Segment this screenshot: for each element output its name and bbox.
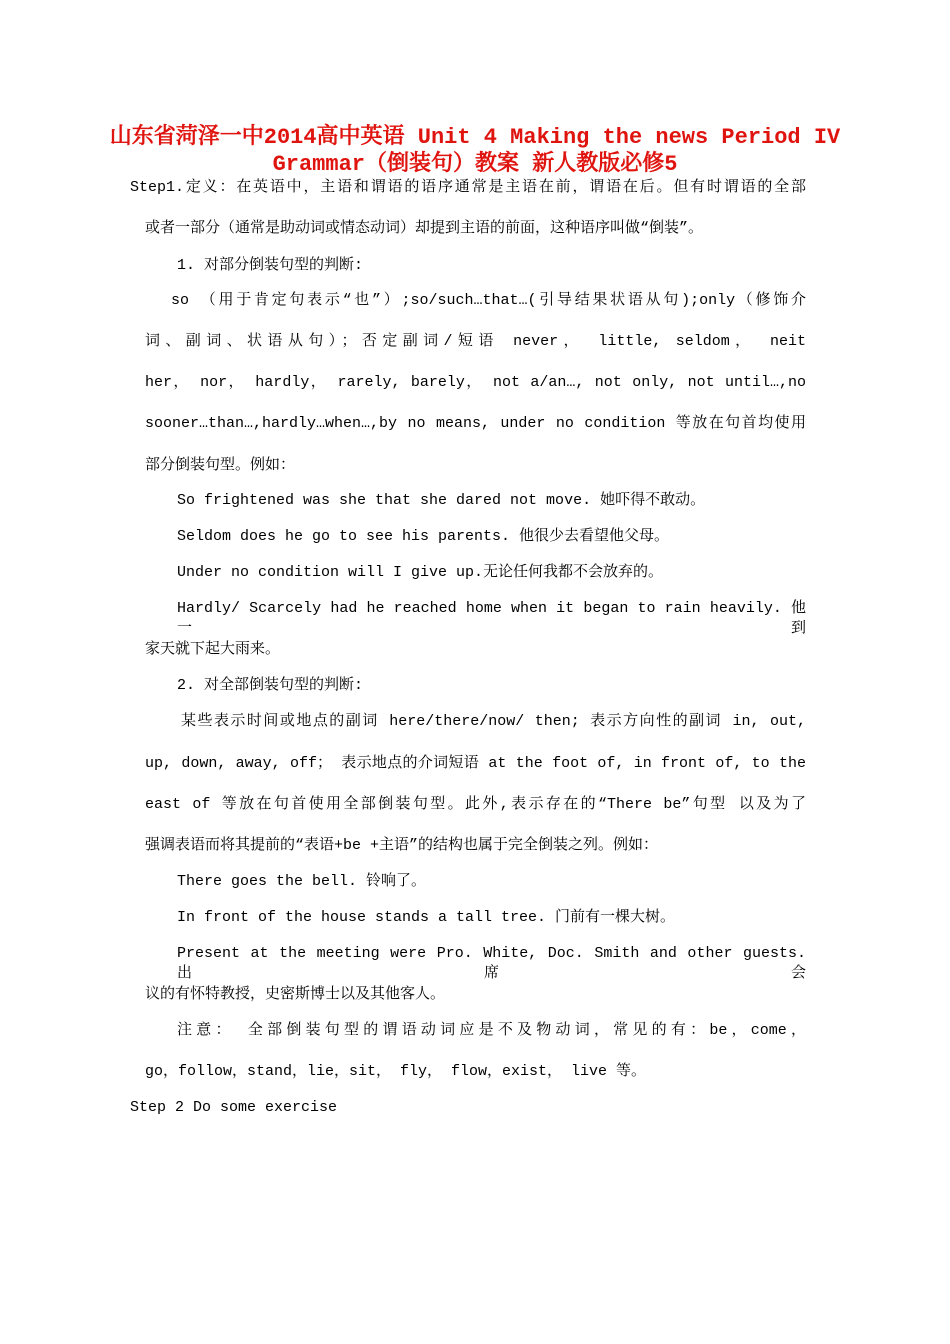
- partial-rule-line-1: so （用于肯定句表示“也”）;so/such…that…(引导结果状语从句);only（修饰介: [171, 292, 806, 309]
- partial-rule-line-2: 词、副词、状语从句）；否定副词/短语 never， little, seldom， neit: [145, 333, 806, 350]
- partial-rule-line-5: 部分倒装句型。例如：: [145, 457, 296, 474]
- full-rule-line-2: up, down, away, off； 表示地点的介词短语 at the foot of, in front of, to the: [145, 755, 806, 772]
- document-title-line-2: Grammar（倒装句）教案 新人教版必修5: [272, 152, 678, 177]
- partial-example-4-cont: 家天就下起大雨来。: [145, 641, 281, 658]
- full-rule-line-4: 强调表语而将其提前的“表语+be +主语”的结构也属于完全倒装之列。例如：: [145, 837, 659, 854]
- full-example-2: In front of the house stands a tall tree. 门前有一棵大树。: [177, 909, 676, 926]
- note-line-2: go，follow，stand，lie，sit， fly， flow，exist， live 等。: [145, 1063, 647, 1080]
- step1-definition-line-2: 或者一部分（通常是助动词或情态动词）却提到主语的前面，这种语序叫做“倒装”。: [145, 220, 704, 237]
- full-example-3: Present at the meeting were Pro. White, Doc. Smith and other guests. 出席会: [177, 945, 806, 982]
- full-example-1: There goes the bell. 铃响了。: [177, 873, 427, 890]
- document-title-line-1: 山东省菏泽一中2014高中英语 Unit 4 Making the news Period IV: [109, 125, 841, 150]
- full-example-3-cont: 议的有怀特教授，史密斯博士以及其他客人。: [145, 986, 446, 1003]
- full-rule-line-1: 某些表示时间或地点的副词 here/there/now/ then; 表示方向性的副词 in, out,: [181, 713, 806, 730]
- partial-example-3: Under no condition will I give up.无论任何我都不会放弃的。: [177, 564, 664, 581]
- full-inversion-heading: 2. 对全部倒装句型的判断:: [177, 677, 364, 694]
- note-line-1: 注意： 全部倒装句型的谓语动词应是不及物动词，常见的有：be，come，: [177, 1022, 806, 1039]
- full-rule-line-3: east of 等放在句首使用全部倒装句型。此外,表示存在的“There be”句型 以及为了: [145, 796, 806, 813]
- partial-rule-line-3: her， nor， hardly， rarely, barely， not a/an…, not only, not until…,no: [145, 374, 806, 391]
- partial-example-1: So frightened was she that she dared not move. 她吓得不敢动。: [177, 492, 706, 509]
- partial-example-2: Seldom does he go to see his parents. 他很少去看望他父母。: [177, 528, 670, 545]
- step1-definition-line-1: Step1.定义：在英语中，主语和谓语的语序通常是主语在前，谓语在后。但有时谓语的全部: [130, 179, 806, 196]
- partial-example-4: Hardly/ Scarcely had he reached home when it began to rain heavily. 他一到: [177, 600, 806, 637]
- partial-rule-line-4: sooner…than…,hardly…when…,by no means, under no condition 等放在句首均使用: [145, 415, 806, 432]
- partial-inversion-heading: 1. 对部分倒装句型的判断:: [177, 257, 364, 274]
- step2-heading: Step 2 Do some exercise: [130, 1099, 338, 1116]
